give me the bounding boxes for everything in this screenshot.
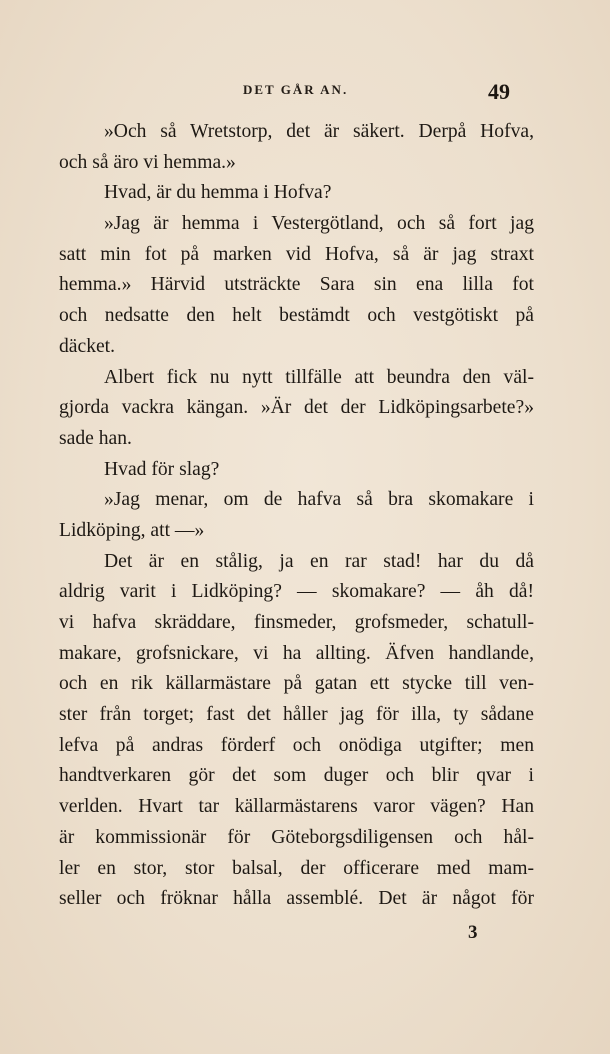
- text-line: Hvad, är du hemma i Hofva?: [104, 182, 332, 204]
- text-line: seller och fröknar hålla assemblé. Det är något för: [59, 888, 534, 910]
- text-line: makare, grofsnickare, vi ha allting. Äfven handlande,: [59, 642, 534, 664]
- text-line: lefva på andras förderf och onödiga utgifter; men: [59, 734, 534, 756]
- text-line: är kommissionär för Göteborgsdiligensen och hål-: [59, 826, 534, 848]
- text-line: och nedsatte den helt bestämdt och vestgötiskt på: [59, 305, 534, 327]
- text-line: sade han.: [59, 427, 132, 449]
- text-line: verlden. Hvart tar källarmästarens varor vägen? Han: [59, 796, 534, 818]
- text-line: handtverkaren gör det som duger och blir qvar i: [59, 765, 534, 787]
- text-line: »Och så Wretstorp, det är säkert. Derpå Hofva,: [104, 121, 534, 142]
- signature-mark: 3: [468, 922, 478, 943]
- text-line: satt min fot på marken vid Hofva, så är jag straxt: [59, 243, 534, 265]
- text-line: »Jag menar, om de hafva så bra skomakare i: [104, 489, 534, 511]
- text-line: och en rik källarmästare på gatan ett stycke till ven-: [59, 673, 534, 695]
- text-line: och så äro vi hemma.»: [59, 151, 236, 173]
- page-number: 49: [488, 79, 510, 104]
- text-line: Lidköping, att —»: [59, 519, 205, 541]
- text-line: Hvad för slag?: [104, 458, 220, 480]
- text-line: »Jag är hemma i Vestergötland, och så fort jag: [104, 213, 534, 235]
- text-line: Det är en stålig, ja en rar stad! har du då: [104, 550, 534, 572]
- text-line: Albert fick nu nytt tillfälle att beundra den väl-: [104, 366, 534, 388]
- text-line: gjorda vackra kängan. »Är det der Lidköpingsarbete?»: [59, 397, 534, 419]
- running-title: DET GÅR AN.: [243, 82, 349, 97]
- text-line: ler en stor, stor balsal, der officerare med mam-: [59, 857, 534, 879]
- text-line: aldrig varit i Lidköping? — skomakare? — åh då!: [59, 581, 534, 603]
- text-line: ster från torget; fast det håller jag för illa, ty sådane: [59, 704, 534, 726]
- text-line: hemma.» Härvid utsträckte Sara sin ena lilla fot: [59, 274, 534, 296]
- text-line: vi hafva skräddare, finsmeder, grofsmeder, schatull-: [59, 612, 534, 633]
- text-line: däcket.: [59, 335, 116, 357]
- body-text: [59, 117, 534, 915]
